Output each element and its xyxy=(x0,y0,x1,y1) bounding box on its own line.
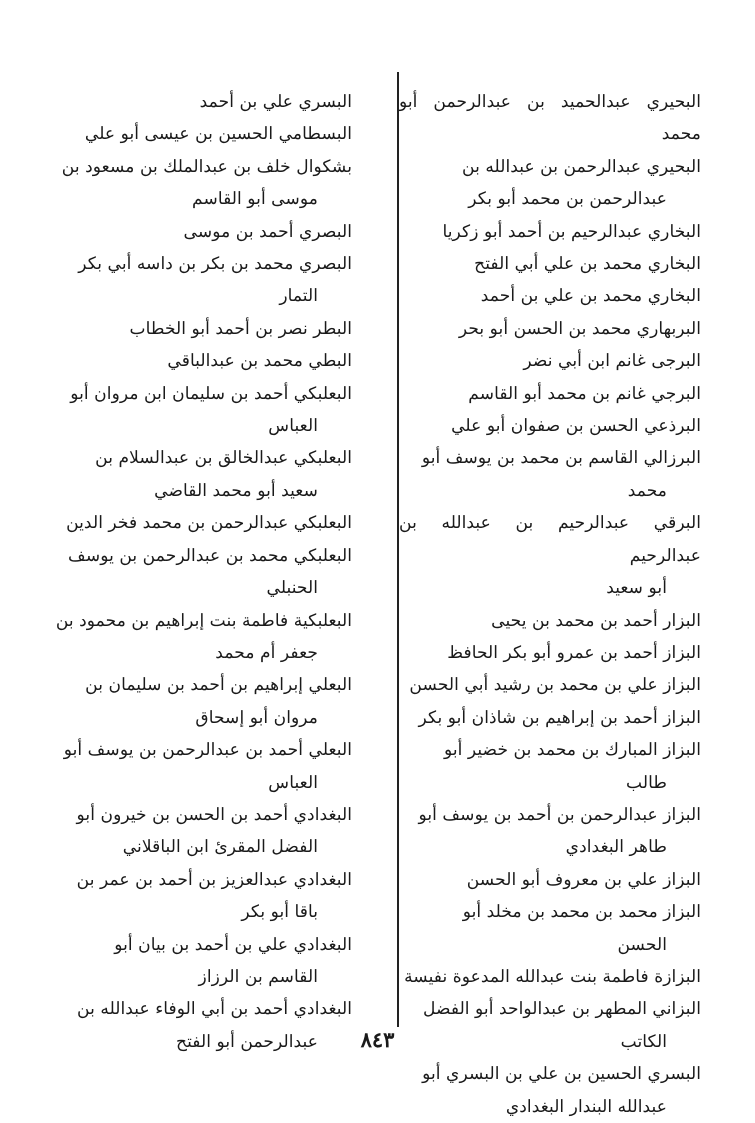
index-entry-text: البخاري عبدالرحيم بن أحمد أبو زكريا xyxy=(442,221,701,242)
page-number: ٨٤٣ xyxy=(360,1027,395,1052)
index-entry-continuation: أبو سعيد xyxy=(606,578,667,599)
index-entry-text: البزاز أحمد بن عمرو أبو بكر الحافظ xyxy=(447,642,701,663)
index-entry-text: البرزالي القاسم بن محمد بن يوسف أبو xyxy=(421,448,701,469)
index-entry-continuation: باقا أبو بكر xyxy=(241,902,318,923)
index-entry-continuation: الكاتب xyxy=(620,1031,667,1052)
index-entry-continuation: عبدالرحمن بن محمد أبو بكر xyxy=(468,189,667,210)
index-entry xyxy=(399,378,701,410)
index-entry-text: البسري الحسين بن علي بن البسري أبو xyxy=(422,1064,701,1085)
index-entry xyxy=(399,864,701,896)
index-entry-text: البزاز علي بن معروف أبو الحسن xyxy=(466,869,701,890)
index-entry xyxy=(399,442,701,507)
index-entry xyxy=(399,734,701,799)
index-entry-text: البزاز عبدالرحمن بن أحمد بن يوسف أبو xyxy=(418,804,701,825)
index-entry-text: البزار أحمد بن محمد بن يحيى xyxy=(491,610,701,631)
index-entry xyxy=(399,669,701,701)
index-entry xyxy=(399,313,701,345)
index-entry-text: البغدادي عبدالعزيز بن أحمد بن عمر بن xyxy=(76,869,352,890)
index-entry-text: البعلبكي محمد بن عبدالرحمن بن يوسف xyxy=(68,545,352,566)
index-entry-continuation: الحنبلي xyxy=(266,578,318,599)
index-entry-text: بشكوال خلف بن عبدالملك بن مسعود بن xyxy=(61,156,352,177)
index-entry xyxy=(52,864,352,929)
index-column-right xyxy=(399,86,701,1123)
index-entry xyxy=(399,896,701,961)
index-entry xyxy=(399,507,701,604)
index-entry-text: البطر نصر بن أحمد أبو الخطاب xyxy=(129,318,352,339)
index-entry xyxy=(399,961,701,993)
index-entry xyxy=(399,637,701,669)
index-entry-text: البعلبكي أحمد بن سليمان ابن مروان أبو xyxy=(70,383,352,404)
index-entry-text: البغدادي علي بن أحمد بن بيان أبو xyxy=(114,934,352,955)
index-entry-text: البسطامي الحسين بن عيسى أبو علي xyxy=(84,124,352,145)
index-entry-text: البعلبكية فاطمة بنت إبراهيم بن محمود بن xyxy=(55,610,352,631)
index-entry-continuation: طاهر البغدادي xyxy=(565,837,667,858)
index-entry xyxy=(399,151,701,216)
index-entry xyxy=(52,669,352,734)
index-entry xyxy=(52,345,352,377)
index-entry xyxy=(52,734,352,799)
index-entry-continuation: سعيد أبو محمد القاضي xyxy=(154,480,318,501)
index-entry-text: البحيري عبدالرحمن بن عبدالله بن xyxy=(462,156,701,177)
index-entry-continuation: مروان أبو إسحاق xyxy=(195,707,318,728)
index-entry-continuation: عبدالرحمن أبو الفتح xyxy=(176,1031,318,1052)
index-entry-text: البخاري محمد بن علي أبي الفتح xyxy=(474,254,701,275)
column-divider xyxy=(397,72,399,1027)
index-column-left xyxy=(52,86,352,1058)
index-entry-text: البحيري عبدالحميد بن عبدالرحمن أبو محمد xyxy=(399,92,701,145)
index-entry-continuation: الحسن xyxy=(617,934,667,955)
index-entry-text: البطي محمد بن عبدالباقي xyxy=(167,351,352,372)
index-entry-text: البصري أحمد بن موسى xyxy=(183,221,352,242)
index-entry-text: البرجى غانم ابن أبي نضر xyxy=(523,351,701,372)
index-entry xyxy=(52,442,352,507)
index-entry xyxy=(399,248,701,280)
index-entry-continuation: جعفر أم محمد xyxy=(215,642,318,663)
index-entry xyxy=(52,313,352,345)
index-entry-continuation: القاسم بن الرزاز xyxy=(198,966,318,987)
index-entry-text: البخاري محمد بن علي بن أحمد xyxy=(480,286,701,307)
index-entry-text: البسري علي بن أحمد xyxy=(199,92,352,112)
index-entry xyxy=(52,540,352,605)
index-entry-continuation: موسى أبو القاسم xyxy=(192,189,318,210)
index-entry xyxy=(399,216,701,248)
index-entry-text: البربهاري محمد بن الحسن أبو بحر xyxy=(458,318,701,339)
index-entry-continuation: عبدالله البندار البغدادي xyxy=(505,1096,667,1117)
index-entry-text: البعلبكي عبدالرحمن بن محمد فخر الدين xyxy=(66,513,352,534)
index-entry-continuation: التمار xyxy=(279,286,318,307)
index-entry xyxy=(52,151,352,216)
index-entry-continuation: العباس xyxy=(268,772,318,793)
index-entry-text: البزاز محمد بن محمد بن مخلد أبو xyxy=(462,902,701,923)
index-entry xyxy=(52,118,352,150)
index-entry xyxy=(399,86,701,151)
index-entry-text: البرقي عبدالرحيم بن عبدالله بن عبدالرحيم xyxy=(399,513,701,566)
index-entry xyxy=(52,248,352,313)
index-entry-continuation: الفضل المقرئ ابن الباقلاني xyxy=(122,837,318,858)
index-entry-text: البغدادي أحمد بن أبي الوفاء عبدالله بن xyxy=(77,999,352,1020)
index-entry xyxy=(52,378,352,443)
index-entry xyxy=(52,799,352,864)
index-entry-text: البزاني المطهر بن عبدالواحد أبو الفضل xyxy=(422,999,701,1020)
index-entry-continuation: طالب xyxy=(625,772,667,793)
index-entry-continuation: العباس xyxy=(268,416,318,437)
index-entry-text: البرذعي الحسن بن صفوان أبو علي xyxy=(451,416,701,437)
index-entry xyxy=(399,605,701,637)
index-entry-text: البصري محمد بن بكر بن داسه أبي بكر xyxy=(78,254,352,275)
index-entry xyxy=(52,605,352,670)
index-entry-text: البزازة فاطمة بنت عبدالله المدعوة نفيسة xyxy=(404,966,701,987)
index-entry-continuation: محمد xyxy=(627,480,667,501)
index-entry xyxy=(52,507,352,539)
index-entry-text: البعلي إبراهيم بن أحمد بن سليمان بن xyxy=(85,675,352,696)
index-entry-text: البزاز علي بن محمد بن رشيد أبي الحسن xyxy=(409,675,701,696)
index-entry-text: البزاز المبارك بن محمد بن خضير أبو xyxy=(443,740,701,761)
index-entry-text: البغدادي أحمد بن الحسن بن خيرون أبو xyxy=(76,804,352,825)
index-entry xyxy=(399,702,701,734)
index-entry-text: البعلبكي عبدالخالق بن عبدالسلام بن xyxy=(95,448,352,469)
index-entry xyxy=(52,929,352,994)
index-entry xyxy=(399,799,701,864)
index-entry xyxy=(52,86,352,118)
index-entry-text: البزاز أحمد بن إبراهيم بن شاذان أبو بكر xyxy=(418,707,701,728)
index-entry xyxy=(399,345,701,377)
index-entry xyxy=(399,1058,701,1123)
index-entry xyxy=(52,216,352,248)
index-entry-text: البعلي أحمد بن عبدالرحمن بن يوسف أبو xyxy=(63,740,352,761)
index-entry-text: البرجي غانم بن محمد أبو القاسم xyxy=(468,383,701,404)
index-entry xyxy=(399,280,701,312)
index-entry xyxy=(399,410,701,442)
